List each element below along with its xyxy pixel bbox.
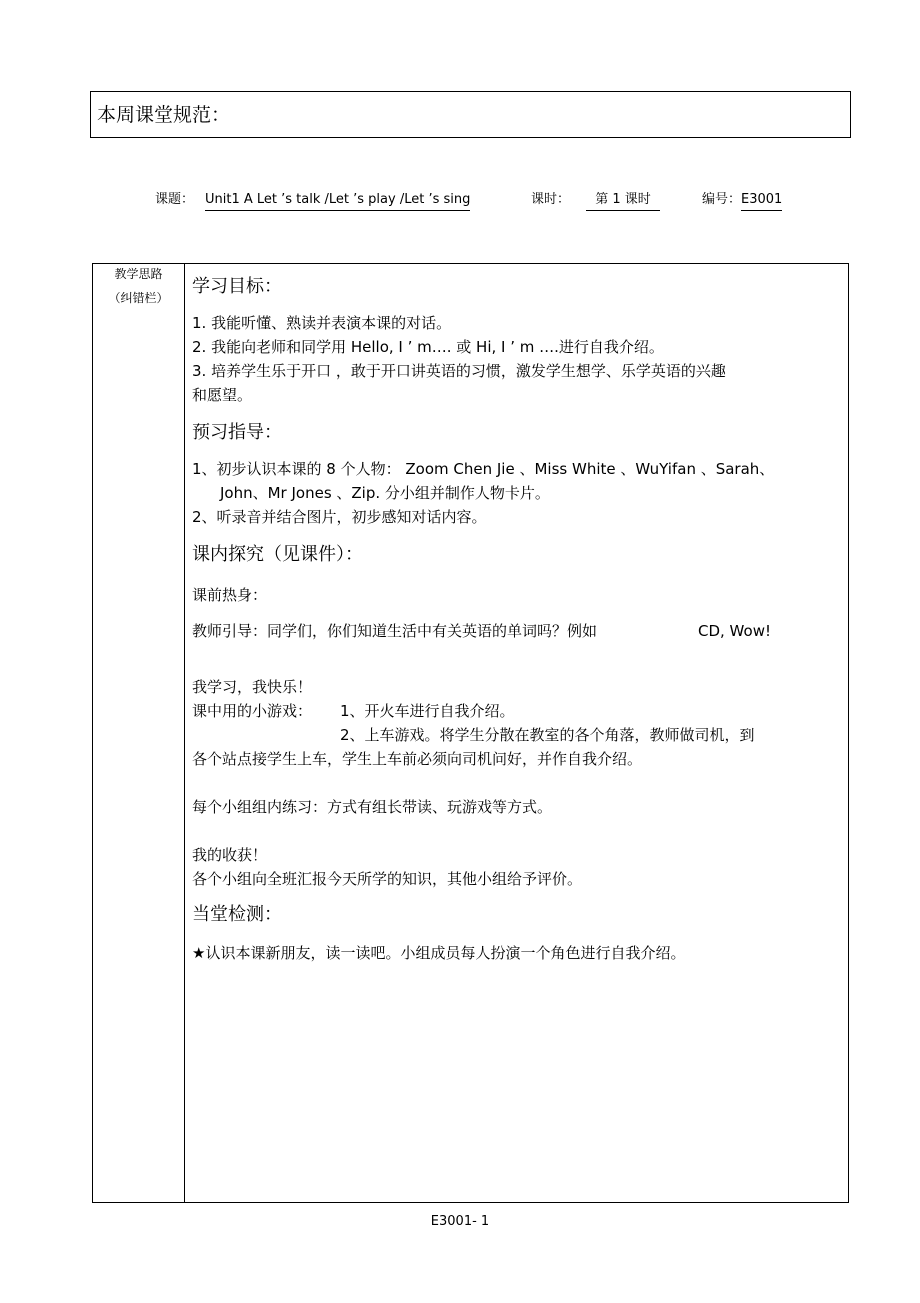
harvest-text: 各个小组向全班汇报今天所学的知识，其他小组给予评价。 (192, 870, 583, 888)
check-heading: 当堂检测： (192, 904, 282, 925)
objective-item: 1. 我能听懂、熟读并表演本课的对话。 (192, 314, 452, 332)
preview-item: 1、初步认识本课的 8 个人物： Zoom Chen Jie 、Miss White 、WuYifan 、Sarah、 (192, 460, 775, 478)
game-item: 1、开火车进行自我介绍。 (340, 702, 515, 720)
warmup-label: 课前热身： (192, 586, 268, 604)
page-footer: E3001- 1 (430, 1214, 490, 1229)
objective-item: 3. 培养学生乐于开口 ，敢于开口讲英语的习惯，激发学生想学、乐学英语的兴趣 (192, 362, 726, 380)
objective-item: 和愿望。 (192, 386, 253, 404)
preview-item: John、Mr Jones 、Zip. 分小组并制作人物卡片。 (220, 484, 550, 502)
preview-item: 2、听录音并结合图片，初步感知对话内容。 (192, 508, 487, 526)
games-label: 课中用的小游戏： (192, 702, 313, 720)
classroom-rules-box (90, 91, 851, 138)
explore-heading: 课内探究（见课件）： (192, 544, 363, 565)
side-column-subtitle: （纠错栏） (108, 291, 169, 305)
happy-title: 我学习，我快乐！ (192, 678, 313, 696)
code-value: E3001 (741, 192, 782, 211)
game-item: 2、上车游戏。将学生分散在教室的各个角落，教师做司机，到 (340, 726, 755, 744)
objectives-heading: 学习目标： (192, 276, 282, 297)
code-label: 编号： (702, 192, 742, 207)
check-item: ★认识本课新朋友，读一读吧。小组成员每人扮演一个角色进行自我介绍。 (192, 944, 686, 962)
column-divider (184, 264, 185, 1202)
side-column-title: 教学思路 (114, 267, 163, 281)
topic-value: Unit1 A Let ’s talk /Let ’s play /Let ’s sing (205, 192, 470, 211)
lesson-plan-table (92, 263, 849, 1203)
harvest-title: 我的收获！ (192, 846, 268, 864)
group-practice: 每个小组组内练习：方式有组长带读、玩游戏等方式。 (192, 798, 553, 816)
period-label: 课时： (531, 192, 571, 207)
period-value: 第 1 课时 (586, 192, 660, 211)
teacher-lead: 教师引导：同学们，你们知道生活中有关英语的单词吗？例如 (192, 622, 598, 640)
game-item-continuation: 各个站点接学生上车，学生上车前必须向司机问好，并作自我介绍。 (192, 750, 643, 768)
teacher-lead-example: CD, Wow! (698, 622, 771, 640)
classroom-rules-title: 本周课堂规范： (97, 104, 231, 126)
preview-heading: 预习指导： (192, 422, 282, 443)
topic-label: 课题： (155, 192, 195, 207)
objective-item: 2. 我能向老师和同学用 Hello, I ’ m…. 或 Hi, I ’ m ….进行自我介绍。 (192, 338, 664, 356)
